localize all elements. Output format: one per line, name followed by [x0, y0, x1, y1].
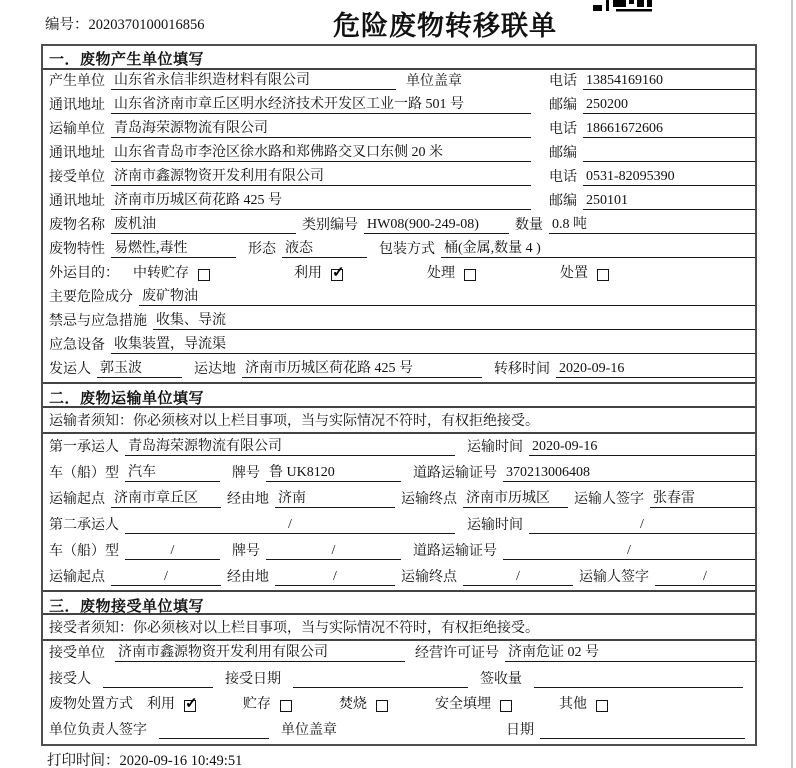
- checkbox-checked-icon: [184, 700, 196, 712]
- section-producer-header: 一．废物产生单位填写: [43, 46, 755, 70]
- row-first-carrier: [43, 434, 755, 460]
- vehicle-type-value: /: [125, 543, 220, 560]
- phone-label: 电话: [549, 170, 577, 185]
- vehicle-type-value: 汽车: [125, 461, 220, 482]
- route-end-value: /: [463, 569, 573, 586]
- receiver-notice: 接受者须知：你必须核对以上栏目事项，当与实际情况不符时，有权拒绝接受。: [43, 615, 755, 641]
- unit-stamp-label: 单位盖章: [406, 74, 462, 89]
- page-right-edge: [791, 0, 793, 768]
- print-time-line: [47, 749, 242, 768]
- quantity-value: 0.8 吨: [549, 213, 755, 234]
- accept-date-label: 接受日期: [225, 671, 281, 687]
- option-treat: [427, 262, 476, 282]
- route-via-value: /: [275, 569, 395, 586]
- option-label: 利用: [294, 266, 322, 281]
- field-label: 产生单位: [49, 74, 105, 89]
- route-via-label: 经由地: [227, 492, 269, 507]
- responsible-signature-label: 单位负责人签字: [49, 722, 147, 738]
- row-producer: [43, 70, 755, 94]
- zip-label: 邮编: [549, 194, 577, 209]
- transport-time-label: 运输时间: [467, 440, 523, 455]
- field-label: 运输单位: [49, 122, 105, 137]
- plate-label: 牌号: [232, 466, 260, 481]
- field-label: 外运目的：: [49, 266, 119, 281]
- carrier-signature-value: /: [655, 569, 755, 586]
- waste-name-value: 废机油: [111, 213, 296, 234]
- route-via-label: 经由地: [227, 570, 269, 585]
- row-route-2: [43, 564, 755, 590]
- checkbox-icon: [596, 700, 608, 712]
- section-transporter-header: 二．废物运输单位填写: [43, 382, 755, 408]
- row-transporter-address: [43, 142, 755, 166]
- document-number-label: 编号：: [45, 17, 89, 33]
- road-permit-value: /: [503, 543, 755, 560]
- unit-stamp-label: 单位盖章: [281, 722, 337, 738]
- field-label: 通讯地址: [49, 98, 105, 113]
- row-sender: [43, 358, 755, 382]
- option-label: 安全填埋: [435, 697, 491, 713]
- accept-person-value: [103, 672, 213, 688]
- category-code-value: HW08(900-249-08): [364, 217, 509, 234]
- transporter-notice: 运输者须知：你必须核对以上栏目事项，当与实际情况不符时，有权拒绝接受。: [43, 408, 755, 434]
- section-transporter: [43, 382, 755, 590]
- field-label: 废物特性: [49, 242, 105, 257]
- hazard-components-value: 废矿物油: [139, 285, 755, 306]
- checkbox-icon: [376, 700, 388, 712]
- responsible-signature-value: [159, 723, 269, 739]
- sender-name-value: 郭玉波: [97, 357, 182, 378]
- transfer-time-value: 2020-09-16: [556, 361, 755, 378]
- category-code-label: 类别编号: [302, 218, 358, 233]
- receiver-zip-value: 250101: [583, 193, 755, 210]
- packaging-value: 桶(金属,数量 4 ): [441, 237, 755, 258]
- option-label: 利用: [147, 697, 175, 713]
- license-value: 济南危证 02 号: [505, 641, 755, 662]
- field-label: 车（船）型: [49, 544, 119, 559]
- option-utilize: [294, 262, 343, 282]
- plate-value: 鲁 UK8120: [266, 461, 401, 482]
- license-label: 经营许可证号: [415, 646, 499, 662]
- route-end-label: 运输终点: [401, 570, 457, 585]
- checkbox-icon: [500, 700, 512, 712]
- waste-properties-value: 易燃性,毒性: [111, 237, 236, 258]
- field-label: 禁忌与应急措施: [49, 314, 147, 329]
- date-value: [540, 723, 745, 739]
- carrier-signature-value: 张春雷: [650, 487, 755, 508]
- option-label: 处理: [427, 266, 455, 281]
- section-receiver: [43, 590, 755, 743]
- row-hazard-components: [43, 286, 755, 310]
- accepting-unit-value: 济南市鑫源物资开发利用有限公司: [115, 641, 405, 662]
- print-time-label: 打印时间：: [47, 753, 120, 768]
- option-label: 其他: [559, 697, 587, 713]
- row-responsible-signature: [43, 717, 755, 742]
- row-route-1: [43, 486, 755, 512]
- row-receiver: [43, 166, 755, 190]
- carrier-signature-label: 运输人签字: [579, 570, 649, 585]
- option-label: 中转贮存: [133, 266, 189, 281]
- form-state-value: 液态: [282, 237, 367, 258]
- plate-value: /: [266, 543, 401, 560]
- print-time-value: 2020-09-16 10:49:51: [119, 753, 243, 768]
- option-other: [559, 693, 608, 713]
- option-incinerate: [339, 693, 388, 713]
- date-label: 日期: [506, 722, 534, 738]
- field-label: 第二承运人: [49, 518, 119, 533]
- field-label: 发运人: [49, 362, 91, 377]
- checkbox-icon: [464, 269, 476, 281]
- option-storage: [243, 693, 292, 713]
- option-transfer-storage: [133, 262, 210, 282]
- option-utilize: [147, 693, 196, 713]
- phone-label: 电话: [549, 122, 577, 137]
- row-second-carrier: [43, 512, 755, 538]
- receiver-name-value: 济南市鑫源物资开发利用有限公司: [111, 165, 531, 186]
- purpose-options: [133, 262, 609, 282]
- option-landfill: [435, 693, 512, 713]
- carrier-signature-label: 运输人签字: [574, 492, 644, 507]
- transport-time-value: /: [529, 517, 755, 534]
- transport-time-label: 运输时间: [467, 518, 523, 533]
- row-receiver-address: [43, 190, 755, 214]
- row-producer-address: [43, 94, 755, 118]
- row-transporter: [43, 118, 755, 142]
- road-permit-label: 道路运输证号: [413, 466, 497, 481]
- plate-label: 牌号: [232, 544, 260, 559]
- row-transfer-purpose: [43, 262, 755, 286]
- field-label: 接受单位: [49, 646, 105, 662]
- disposal-options: [147, 693, 608, 713]
- taboo-measures-value: 收集、导流: [153, 309, 755, 330]
- route-end-value: 济南市历城区: [463, 487, 568, 508]
- transfer-time-label: 转移时间: [494, 362, 550, 377]
- route-start-label: 运输起点: [49, 570, 105, 585]
- document-number-line: [45, 13, 205, 34]
- option-label: 焚烧: [339, 697, 367, 713]
- route-start-label: 运输起点: [49, 492, 105, 507]
- zip-label: 邮编: [549, 98, 577, 113]
- route-start-value: 济南市章丘区: [111, 487, 221, 508]
- field-label: 第一承运人: [49, 440, 119, 455]
- zip-label: 邮编: [549, 146, 577, 161]
- form-state-label: 形态: [248, 242, 276, 257]
- field-label: 通讯地址: [49, 194, 105, 209]
- producer-zip-value: 250200: [583, 97, 755, 114]
- transporter-name-value: 青岛海荣源物流有限公司: [111, 117, 531, 138]
- option-dispose: [560, 262, 609, 282]
- page-title: 危险废物转移联单: [333, 11, 557, 41]
- first-carrier-value: 青岛海荣源物流有限公司: [125, 435, 455, 456]
- checkbox-checked-icon: [331, 269, 343, 281]
- section-receiver-header: 三．废物接受单位填写: [43, 590, 755, 615]
- phone-label: 电话: [549, 74, 577, 89]
- field-label: 接受单位: [49, 170, 105, 185]
- field-label: 主要危险成分: [49, 290, 133, 305]
- destination-label: 运达地: [194, 362, 236, 377]
- accept-person-label: 接受人: [49, 671, 91, 687]
- row-waste-properties: [43, 238, 755, 262]
- qr-code-fragment-icon: [590, 0, 652, 12]
- producer-name-value: 山东省永信非织造材料有限公司: [111, 69, 396, 90]
- checkbox-icon: [280, 700, 292, 712]
- option-label: 处置: [560, 266, 588, 281]
- route-via-value: 济南: [275, 487, 395, 508]
- row-disposal-method: [43, 692, 755, 717]
- transporter-zip-value: [583, 146, 755, 162]
- row-emergency-equipment: [43, 334, 755, 358]
- quantity-label: 数量: [515, 218, 543, 233]
- road-permit-label: 道路运输证号: [413, 544, 497, 559]
- row-waste-name: [43, 214, 755, 238]
- transporter-address-value: 山东省青岛市李沧区徐水路和郑佛路交叉口东侧 20 米: [111, 141, 531, 162]
- transport-time-value: 2020-09-16: [529, 439, 755, 456]
- destination-value: 济南市历城区荷花路 425 号: [242, 357, 482, 378]
- row-accepting-unit: [43, 641, 755, 666]
- field-label: 废物名称: [49, 218, 105, 233]
- field-label: 废物处置方式: [49, 697, 133, 713]
- section-producer: [43, 46, 755, 382]
- receiver-phone-value: 0531-82095390: [583, 169, 755, 186]
- field-label: 车（船）型: [49, 466, 119, 481]
- route-end-label: 运输终点: [401, 492, 457, 507]
- row-vehicle-2: [43, 538, 755, 564]
- transporter-phone-value: 18661672606: [583, 121, 755, 138]
- emergency-equipment-value: 收集装置，导流渠: [111, 333, 755, 354]
- checkbox-icon: [597, 269, 609, 281]
- row-accept-person: [43, 666, 755, 691]
- road-permit-value: 370213006408: [503, 465, 755, 482]
- producer-address-value: 山东省济南市章丘区明水经济技术开发区工业一路 501 号: [111, 93, 531, 114]
- signed-amount-value: [534, 672, 743, 688]
- option-label: 贮存: [243, 697, 271, 713]
- producer-phone-value: 13854169160: [583, 73, 755, 90]
- form-border-box: [41, 44, 757, 746]
- receiver-address-value: 济南市历城区荷花路 425 号: [111, 189, 531, 210]
- document-number-value: 2020370100016856: [88, 17, 205, 33]
- packaging-label: 包装方式: [379, 242, 435, 257]
- field-label: 应急设备: [49, 338, 105, 353]
- field-label: 通讯地址: [49, 146, 105, 161]
- row-taboo-measures: [43, 310, 755, 334]
- row-vehicle-1: [43, 460, 755, 486]
- accept-date-value: [293, 672, 468, 688]
- signed-amount-label: 签收量: [480, 671, 522, 687]
- route-start-value: /: [111, 569, 221, 586]
- second-carrier-value: /: [125, 517, 455, 534]
- checkbox-icon: [198, 269, 210, 281]
